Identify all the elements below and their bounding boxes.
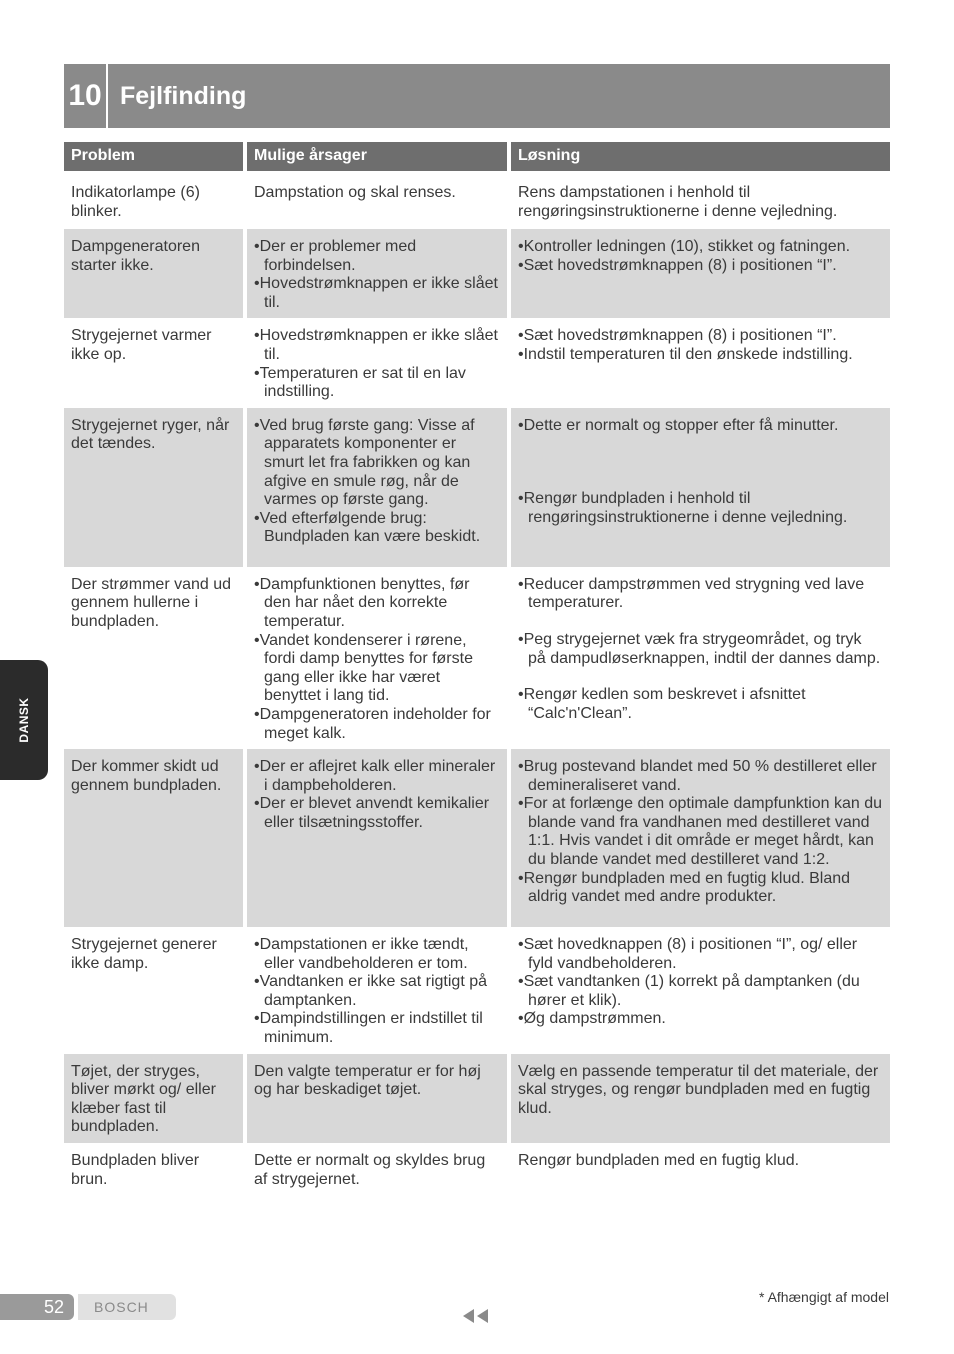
solution-bullet: •Peg strygejernet væk fra strygeområdet, og tryk på dampudløserknappen, indtil der dannes damp.	[518, 630, 881, 667]
table-row	[64, 408, 890, 567]
troubleshooting-table	[64, 142, 890, 1199]
solution-bullet: •Brug postevand blandet med 50 % destilleret eller demineraliseret vand.	[518, 758, 877, 794]
cause-bullet: •Dampgeneratoren indeholder for meget kalk.	[254, 705, 491, 742]
cause-bullet: •Der er aflejret kalk eller mineraler i dampbeholderen.	[254, 758, 496, 794]
cause-bullet: •Hovedstrømknappen er ikke slået til.	[254, 275, 498, 311]
table-row	[64, 318, 890, 407]
problem-cell: Strygejernet varmer ikke op.	[64, 318, 247, 407]
table-row	[64, 1143, 890, 1199]
problem-cell: Strygejernet generer ikke damp.	[64, 927, 247, 1054]
language-side-tab	[0, 660, 48, 780]
cause-bullet: •Der er problemer med forbindelsen.	[254, 238, 417, 274]
cause-bullet: •Vandtanken er ikke sat rigtigt på damptanken.	[254, 973, 487, 1009]
cause-bullet: •Dampstationen er ikke tændt, eller vandbeholderen er tom.	[254, 936, 469, 972]
solution-bullet: •Rengør bundpladen med en fugtig klud. Bland aldrig vandet med andre produkter.	[518, 869, 851, 906]
solution-cell	[511, 318, 890, 407]
solution-bullet: •Rengør bundpladen i henhold til rengøringsinstruktionerne i denne vejledning.	[518, 490, 848, 526]
causes-cell	[247, 927, 511, 1054]
solution-bullet: •Sæt vandtanken (1) korrekt på damptanken (du hører et klik).	[518, 973, 860, 1009]
causes-cell	[247, 175, 511, 229]
solution-cell	[511, 749, 890, 927]
table-row	[64, 1054, 890, 1143]
table-row	[64, 927, 890, 1054]
cause-text: Dette er normalt og skyldes brug af strygejernet.	[254, 1152, 486, 1188]
arrow-left-icon	[477, 1309, 488, 1323]
cause-bullet: •Temperaturen er sat til en lav indstilling.	[254, 364, 466, 401]
solution-bullet: •Sæt hovedknappen (8) i positionen “I”, og/ eller fyld vandbeholderen.	[518, 936, 858, 972]
solution-text: Rengør bundpladen med en fugtig klud.	[518, 1152, 800, 1170]
section-number: 10	[64, 64, 108, 128]
solution-bullet: •Indstil temperaturen til den ønskede indstilling.	[518, 345, 853, 363]
problem-cell: Tøjet, der stryges, bliver mørkt og/ eller klæber fast til bundpladen.	[64, 1054, 247, 1143]
page-number: 52	[0, 1294, 74, 1320]
problem-cell: Bundpladen bliver brun.	[64, 1143, 247, 1199]
solution-bullet: •Øg dampstrømmen.	[518, 1010, 666, 1028]
cause-text: Den valgte temperatur er for høj og har beskadiget tøjet.	[254, 1062, 481, 1099]
problem-cell: Der strømmer vand ud gennem hullerne i bundpladen.	[64, 567, 247, 749]
solution-cell	[511, 408, 890, 567]
footnote: * Afhængigt af model	[759, 1289, 889, 1305]
column-header-solution: Løsning	[511, 142, 890, 175]
table-row	[64, 229, 890, 318]
table-row	[64, 749, 890, 927]
causes-cell	[247, 1054, 511, 1143]
solution-cell	[511, 927, 890, 1054]
problem-cell: Dampgeneratoren starter ikke.	[64, 229, 247, 318]
solution-cell	[511, 175, 890, 229]
cause-text: Dampstation og skal renses.	[254, 184, 456, 201]
solution-bullet: •Kontroller ledningen (10), stikket og fatningen.	[518, 238, 851, 255]
section-header	[64, 64, 890, 128]
brand-label: BOSCH	[78, 1294, 176, 1320]
previous-page-icon[interactable]	[462, 1308, 492, 1324]
solution-bullet: •Sæt hovedstrømknappen (8) i positionen “I”.	[518, 256, 837, 274]
causes-cell	[247, 318, 511, 407]
cause-bullet: •Der er blevet anvendt kemikalier eller tilsætningsstoffer.	[254, 795, 490, 831]
problem-cell: Indikatorlampe (6) blinker.	[64, 175, 247, 229]
arrow-left-icon	[463, 1309, 474, 1323]
solution-cell	[511, 229, 890, 318]
cause-bullet: •Vandet kondenserer i rørene, fordi damp benyttes for første gang eller ikke har været benyttet i lang tid.	[254, 631, 473, 705]
solution-bullet: •Reducer dampstrømmen ved strygning ved lave temperaturer.	[518, 575, 865, 612]
solution-cell	[511, 567, 890, 749]
language-label: DANSK	[17, 697, 31, 743]
causes-cell	[247, 408, 511, 567]
solution-cell	[511, 1143, 890, 1199]
cause-bullet: •Dampfunktionen benyttes, før den har nået den korrekte temperatur.	[254, 575, 470, 630]
table-row	[64, 567, 890, 749]
solution-cell	[511, 1054, 890, 1143]
causes-cell	[247, 567, 511, 749]
causes-cell	[247, 229, 511, 318]
cause-bullet: •Ved efterfølgende brug: Bundpladen kan være beskidt.	[254, 509, 481, 546]
cause-bullet: •Ved brug første gang: Visse af apparatets komponenter er smurt let fra fabrikken og kan afgive en smule røg, når de varmes op første gang.	[254, 416, 475, 509]
causes-cell	[247, 749, 511, 927]
problem-cell: Strygejernet ryger, når det tændes.	[64, 408, 247, 567]
section-title: Fejlfinding	[120, 82, 247, 110]
problem-cell: Der kommer skidt ud gennem bundpladen.	[64, 749, 247, 927]
table-header-row	[64, 142, 890, 175]
solution-text: Rens dampstationen i henhold til rengøringsinstruktionerne i denne vejledning.	[518, 184, 838, 220]
column-header-causes: Mulige årsager	[247, 142, 511, 175]
table-row	[64, 175, 890, 229]
solution-bullet: •Sæt hovedstrømknappen (8) i positionen “I”.	[518, 327, 837, 345]
solution-bullet: •For at forlænge den optimale dampfunktion kan du blande vand fra vandhanen med destilleret vand 1:1. Hvis vandet i dit område er meget hårdt, kan du blande vandet med destilleret vand 1:2.	[518, 795, 883, 869]
solution-bullet: •Rengør kedlen som beskrevet i afsnittet “Calc'n'Clean”.	[518, 686, 806, 722]
column-header-problem: Problem	[64, 142, 247, 175]
solution-text: Vælg en passende temperatur til det materiale, der skal stryges, og rengør bundpladen med en fugtig klud.	[518, 1062, 879, 1117]
cause-bullet: •Hovedstrømknappen er ikke slået til.	[254, 327, 498, 363]
solution-bullet: •Dette er normalt og stopper efter få minutter.	[518, 416, 839, 434]
causes-cell	[247, 1143, 511, 1199]
cause-bullet: •Dampindstillingen er indstillet til minimum.	[254, 1010, 483, 1047]
